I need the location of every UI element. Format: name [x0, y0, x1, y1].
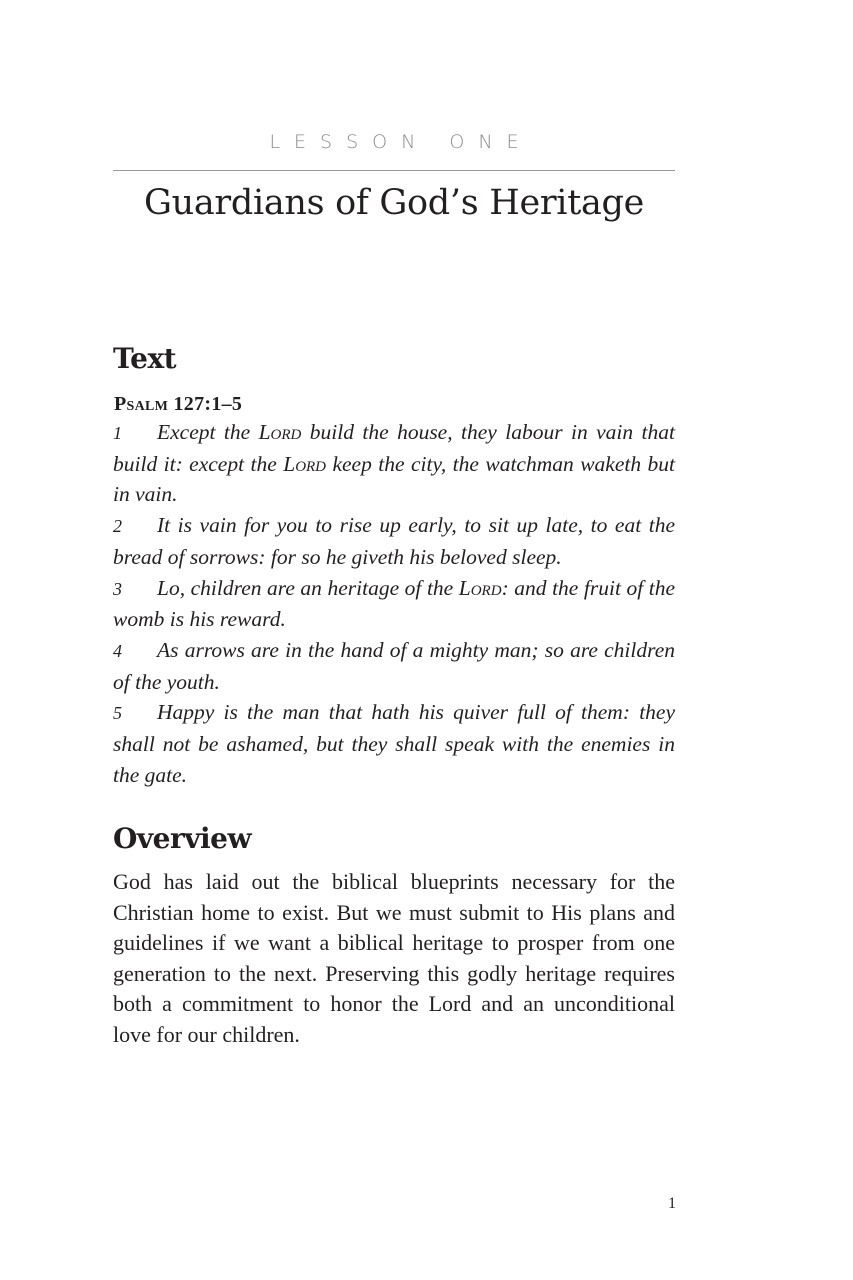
verse-number: 2: [113, 516, 122, 537]
scripture-reference: Psalm 127:1–5: [114, 393, 243, 415]
verse-text: It is vain for you to rise up early, to sit up late, to eat the bread of sorrows: for so he giveth his beloved sleep.: [113, 513, 675, 569]
verse-text: keep the city, the watchman waketh but in vain.: [113, 451, 676, 507]
verse-text: : and the fruit of the womb is his reward.: [113, 575, 675, 632]
verse-3: [113, 573, 675, 635]
verse-1: [113, 417, 675, 510]
scripture-verses: [113, 417, 675, 790]
verse-2: [113, 510, 675, 572]
verse-number: 5: [113, 703, 122, 724]
verse-number: 1: [113, 423, 122, 443]
lesson-title: Guardians of God’s Heritage: [143, 183, 645, 223]
verse-text: build the house, they labour in vain that build it: except the: [113, 420, 675, 476]
section-heading-text: Text: [113, 342, 177, 375]
verse-text: As arrows are in the hand of a mighty man; so are children of the youth.: [113, 637, 675, 694]
overview-paragraph: God has laid out the biblical blueprints necessary for the Christian home to exist. But we must submit to His plans and guidelines if we want a biblical heritage to prosper from one generation to the next. Preserving this godly heritage requires both a commitment to honor the Lord and an unconditional love for our children.: [113, 869, 675, 1047]
divine-name: Lord: [283, 451, 327, 476]
verse-number: 4: [113, 640, 122, 661]
title-divider: [113, 170, 675, 171]
section-heading-overview: Overview: [113, 822, 252, 855]
divine-name: Lord: [458, 575, 502, 600]
verse-text: Lo, children are an heritage of the: [157, 575, 459, 600]
book-page: [113, 0, 675, 1280]
verse-4: [113, 635, 675, 697]
lesson-label: LESSON ONE: [269, 131, 533, 153]
verse-text: Except the: [157, 420, 259, 444]
divine-name: Lord: [258, 420, 302, 444]
verse-text: Happy is the man that hath his quiver full of them: they shall not be ashamed, but they shall speak with the enemies in the gate.: [113, 700, 675, 787]
verse-number: 3: [113, 578, 122, 599]
page-number: 1: [668, 1195, 676, 1212]
verse-5: [113, 697, 675, 790]
